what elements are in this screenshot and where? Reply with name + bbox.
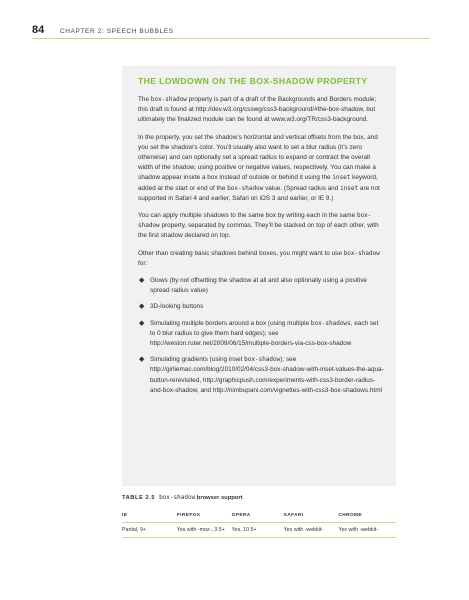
- list-item: [138, 302, 384, 312]
- table-cell: Yes with -webkit-: [338, 523, 396, 538]
- inline-code: box-shadow: [150, 96, 187, 103]
- sidebar-box: [122, 66, 396, 486]
- sidebar-paragraph-1: [138, 95, 384, 126]
- column-header: CHROME: [338, 510, 396, 523]
- text-run: In the property, you set the shadow’s horizontal and vertical offsets from the box, and you set the shadow’s color. You’ll usually also want to set a blur radius (it’s zero otherwise) and can optionally set a spread radius to expand or contract the overall width of the shadow, using positive or negative values, respectively. You can make a shadow appear inside a box instead of outside or behind it using the: [138, 133, 378, 182]
- header-divider: [32, 38, 430, 39]
- sidebar-paragraph-3: [138, 211, 384, 242]
- text-run: property, separated by commas. They’ll be stacked on top of each other, with the first shadow declared on top.: [138, 222, 379, 240]
- table-cell: Yes with -moz-, 3.5+: [177, 523, 232, 538]
- inline-code: box-shadow: [343, 249, 380, 257]
- sidebar-title: THE LOWDOWN ON THE BOX-SHADOW PROPERTY: [138, 76, 368, 86]
- list-item-text: Simulating multiple borders around a box (using multiple: [150, 319, 311, 327]
- sidebar-paragraph-4: [138, 249, 384, 269]
- table-header-row: [122, 510, 396, 523]
- column-header: FIREFOX: [177, 510, 232, 523]
- table-cell: Partial, 9+: [122, 523, 177, 538]
- table-cell: Yes with -webkit-: [284, 523, 339, 538]
- inline-code: box-shadows: [310, 319, 351, 327]
- inline-code: box-shadow: [244, 356, 281, 364]
- text-run: The: [138, 96, 151, 103]
- browser-support-table: [122, 510, 396, 538]
- list-item: [138, 276, 384, 296]
- list-item: [138, 355, 384, 396]
- text-run: property is part of a draft of the Backgrounds and Borders module; this draft is found at http://dev.w3.org/csswg/css3-background/#the-box-shadow, but ultimately the finalized module can be found at www.w3.org/TR/css3-background.: [138, 96, 377, 124]
- list-item-text: ); see http://girliemac.com/blog/2010/02/04/css3-box-shadow-with-inset-values-the-aqua-button-rerevisited, http://graphicpush.com/experiments-with-css3-border-radius-and-box-shadow, and http://nimbupani.com/vignettes-with-css3-box-shadows.html: [150, 356, 384, 394]
- column-header: IE: [122, 510, 177, 523]
- diamond-bullet-icon: ◆: [139, 277, 145, 285]
- column-header: OPERA: [232, 510, 284, 523]
- table-row: [122, 523, 396, 538]
- list-item-text: Glows (by not offsetting the shadow at all and also optionally using a positive spread radius value): [150, 277, 367, 295]
- diamond-bullet-icon: ◆: [139, 319, 145, 327]
- inline-code: box-shadow: [227, 184, 264, 192]
- inline-code: inset: [340, 184, 359, 192]
- sidebar-paragraph-2: [138, 133, 384, 204]
- diamond-bullet-icon: ◆: [139, 303, 145, 311]
- text-run: You can apply multiple shadows to the same box by writing each in the same: [138, 212, 357, 220]
- running-header: [32, 24, 430, 36]
- inline-code: inset: [332, 174, 351, 182]
- table-caption: [122, 494, 402, 501]
- table-number: TABLE 2.5: [122, 495, 156, 501]
- inline-code: box-shadow: [138, 212, 372, 230]
- chapter-title: CHAPTER 2: SPEECH BUBBLES: [60, 28, 174, 35]
- list-item-text: Simulating gradients (using inset: [150, 356, 245, 364]
- table-cell: Yes, 10.5+: [232, 523, 284, 538]
- list-item-text: 3D-looking buttons: [150, 303, 204, 311]
- text-run: value. (Spread radius and: [263, 184, 341, 192]
- diamond-bullet-icon: ◆: [139, 356, 145, 364]
- caption-text: browser support: [195, 495, 243, 501]
- list-item: [138, 319, 384, 350]
- text-run: are not supported in Safari 4 and earlier, Safari on iOS 3 and earlier, or IE 9.): [138, 184, 380, 202]
- text-run: for:: [138, 259, 148, 267]
- page-number: 84: [32, 24, 45, 36]
- text-run: Other than creating basic shadows behind boxes, you might want to use: [138, 249, 344, 257]
- inline-code: box-shadow: [159, 494, 196, 501]
- list-item-text: , each set to 0 blur radius to give them hard edges); see http://weston.ruter.net/2009/06/15/multiple-borders-via-css-box-shadow: [150, 319, 379, 348]
- use-case-list: [138, 276, 384, 396]
- text-run: keyword, added at the start or end of the: [138, 174, 378, 192]
- column-header: SAFARI: [284, 510, 339, 523]
